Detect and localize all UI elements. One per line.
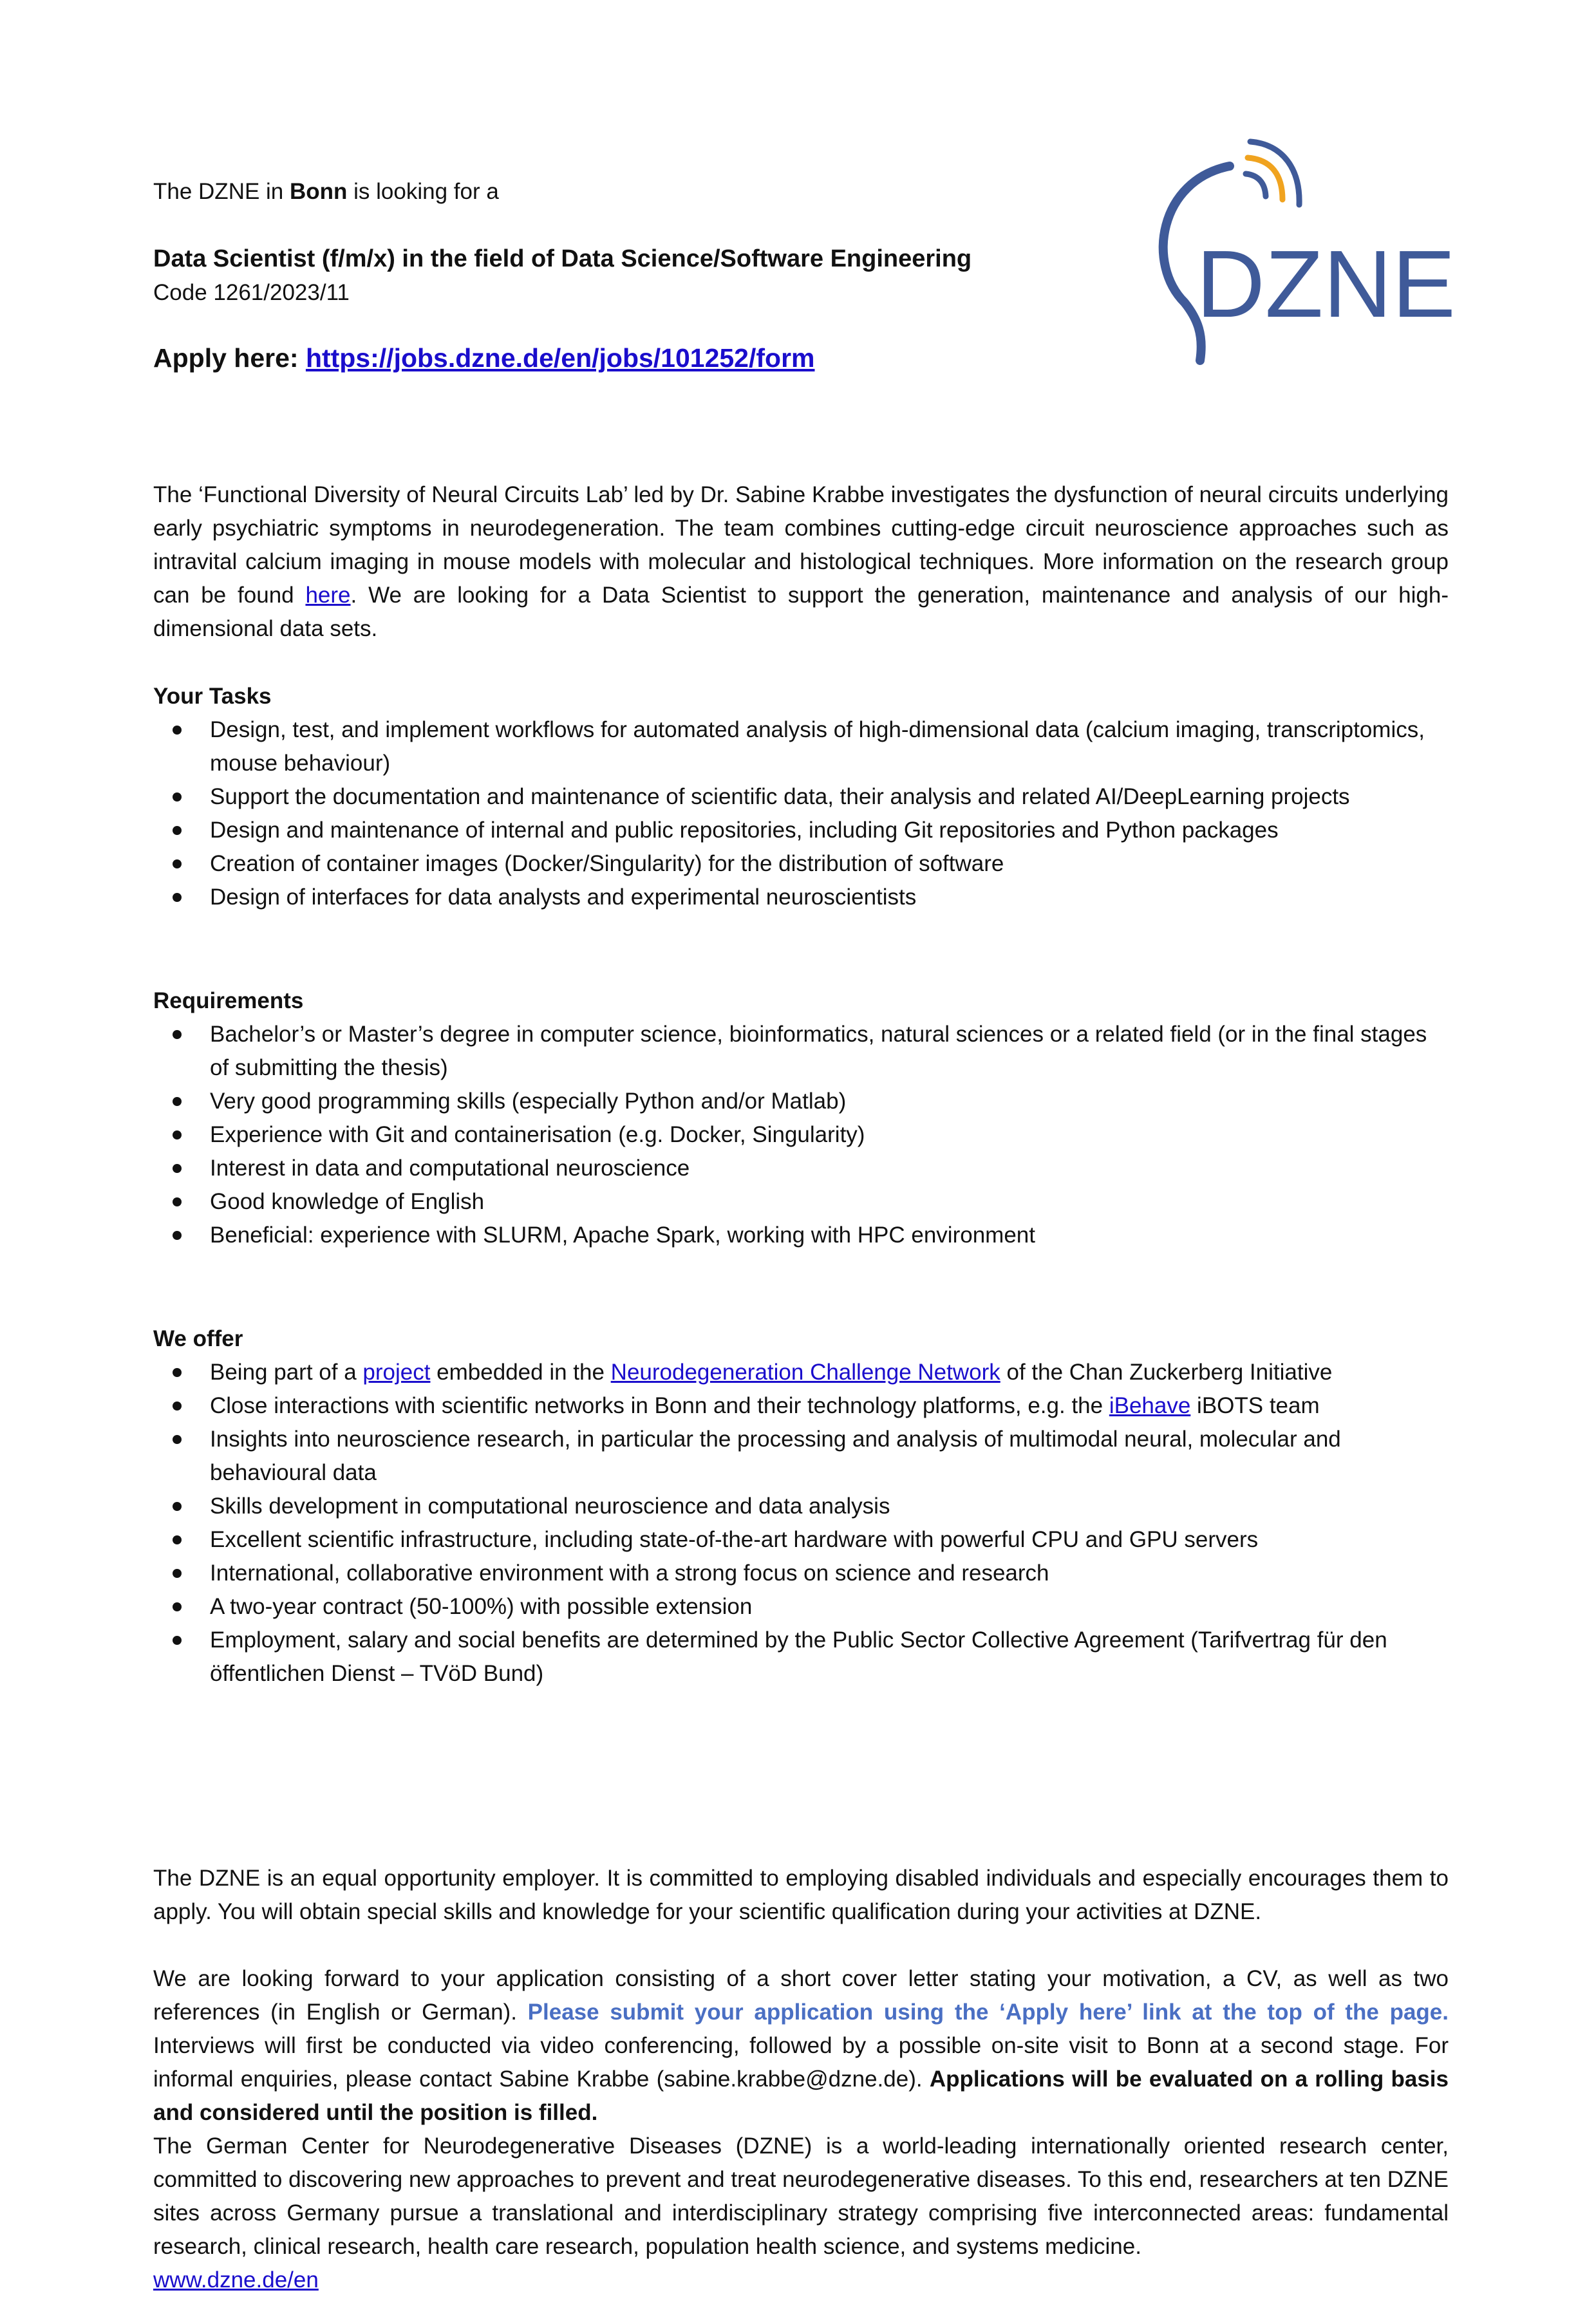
intro-text-1: The ‘Functional Diversity of Neural Circuits Lab’ led by Dr. Sabine Krabbe investigates the dysfunction of neural circuits underlying early psychiatric symptoms in neurodegeneration. The team combines cutting-edge circuit neuroscience approaches such as intravital calcium imaging in mouse models with molecular and histological techniques. More information on the research group can be found — [153, 482, 1449, 608]
bullet-icon — [173, 1435, 182, 1444]
bullet-icon — [173, 1636, 182, 1645]
bullet-icon — [173, 1164, 182, 1173]
list-item-text: Creation of container images (Docker/Singularity) for the distribution of software — [210, 851, 1004, 876]
offer-section — [153, 1322, 1449, 1691]
application-text-1: We are looking forward to your application consisting of a short cover letter stating your motivation, a CV, as well as two references (in English or German). — [153, 1966, 1449, 2025]
job-code: Code 1261/2023/11 — [153, 280, 350, 305]
intro-prefix: The DZNE in — [153, 179, 290, 204]
list-item — [153, 1185, 1449, 1219]
about-paragraph — [153, 2130, 1449, 2297]
list-item — [153, 1018, 1449, 1085]
bullet-icon — [173, 1535, 182, 1544]
list-item — [153, 1219, 1449, 1252]
list-item-text: Experience with Git and containerisation (e.g. Docker, Singularity) — [210, 1122, 865, 1147]
bullet-icon — [173, 1197, 182, 1206]
list-item-text: International, collaborative environment with a strong focus on science and research — [210, 1561, 1049, 1586]
bullet-icon — [173, 1130, 182, 1139]
list-item-text: Skills development in computational neuroscience and data analysis — [210, 1494, 890, 1519]
requirements-section — [153, 984, 1449, 1252]
job-title: Data Scientist (f/m/x) in the field of Data Science/Software Engineering — [153, 245, 972, 272]
dzne-logo — [1133, 135, 1461, 380]
bullet-icon — [173, 1231, 182, 1240]
list-item-text: Being part of a — [210, 1360, 363, 1385]
apply-label: Apply here: — [153, 343, 306, 373]
list-item-text: Close interactions with scientific networks in Bonn and their technology platforms, e.g. the — [210, 1393, 1109, 1418]
requirements-heading: Requirements — [153, 988, 304, 1013]
tasks-heading: Your Tasks — [153, 684, 272, 709]
list-item-text: Design of interfaces for data analysts and experimental neuroscientists — [210, 885, 917, 910]
list-item-text: of the Chan Zuckerberg Initiative — [1000, 1360, 1333, 1385]
intro-text-2: . We are looking for a Data Scientist to support the generation, maintenance and analysis of our high-dimensional data sets. — [153, 583, 1449, 641]
bullet-icon — [173, 726, 182, 735]
list-item-text: Good knowledge of English — [210, 1189, 485, 1214]
list-item-text: Beneficial: experience with SLURM, Apache Spark, working with HPC environment — [210, 1223, 1035, 1248]
bullet-icon — [173, 1569, 182, 1578]
project-link[interactable]: project — [362, 1360, 431, 1385]
bullet-icon — [173, 1502, 182, 1511]
list-item — [153, 1423, 1449, 1490]
bullet-icon — [173, 859, 182, 868]
offer-heading: We offer — [153, 1326, 243, 1351]
list-item-text: Design, test, and implement workflows for automated analysis of high-dimensional data (calcium imaging, transcriptomics, mouse behaviour) — [210, 717, 1425, 776]
intro-paragraph — [153, 478, 1449, 646]
list-item-text: Interest in data and computational neuroscience — [210, 1156, 690, 1181]
list-item — [153, 1490, 1449, 1523]
list-item — [153, 881, 1449, 914]
list-item — [153, 1389, 1449, 1423]
list-item — [153, 780, 1449, 814]
list-item-text: Insights into neuroscience research, in particular the processing and analysis of multimodal neural, molecular and behavioural data — [210, 1427, 1341, 1485]
apply-link[interactable]: https://jobs.dzne.de/en/jobs/101252/form — [305, 343, 815, 373]
apply-line — [153, 340, 815, 376]
equal-opportunity-paragraph: The DZNE is an equal opportunity employer. It is committed to employing disabled individuals and especially encourages them to apply. You will obtain special skills and knowledge for your scientific qualification during your activities at DZNE. — [153, 1866, 1449, 1924]
dzne-website-link[interactable]: www.dzne.de/en — [153, 2267, 319, 2292]
list-item — [153, 1557, 1449, 1590]
list-item-text: Design and maintenance of internal and public repositories, including Git repositories and Python packages — [210, 818, 1279, 843]
intro-line — [153, 175, 499, 209]
list-item — [153, 814, 1449, 847]
application-highlight: Please submit your application using the ‘Apply here’ link at the top of the page. — [527, 2000, 1449, 2025]
intro-suffix: is looking for a — [347, 179, 499, 204]
list-item-text: Employment, salary and social benefits are determined by the Public Sector Collective Agreement (Tarifvertrag für den öffentlichen Dienst – TVöD Bund) — [210, 1627, 1387, 1686]
research-group-link[interactable]: here — [305, 583, 351, 608]
tasks-list — [153, 713, 1449, 914]
about-text: The German Center for Neurodegenerative Diseases (DZNE) is a world-leading internationally oriented research center, committed to discovering new approaches to prevent and treat neurodegenerative diseases. To this end, researchers at ten DZNE sites across Germany pursue a translational and interdisciplinary strategy comprising five interconnected areas: fundamental research, clinical research, health care research, population health science, and systems medicine. — [153, 2133, 1449, 2259]
list-item-text: Support the documentation and maintenance of scientific data, their analysis and related AI/DeepLearning projects — [210, 784, 1350, 809]
list-item — [153, 1590, 1449, 1624]
requirements-list — [153, 1018, 1449, 1252]
bullet-icon — [173, 1030, 182, 1039]
bullet-icon — [173, 826, 182, 835]
application-bold-end: Applications will be evaluated on a rolling basis and considered until the position is filled. — [153, 2067, 1449, 2125]
list-item-text: iBOTS team — [1190, 1393, 1320, 1418]
bullet-icon — [173, 1602, 182, 1611]
application-paragraph — [153, 1962, 1449, 2130]
ndcn-link[interactable]: Neurodegeneration Challenge Network — [610, 1360, 1000, 1385]
bullet-icon — [173, 792, 182, 802]
list-item — [153, 1152, 1449, 1185]
signal-arc-inner-icon — [1246, 174, 1266, 196]
list-item-text: A two-year contract (50-100%) with possible extension — [210, 1594, 753, 1619]
list-item-text: Excellent scientific infrastructure, including state-of-the-art hardware with powerful CPU and GPU servers — [210, 1527, 1259, 1552]
bullet-icon — [173, 1097, 182, 1106]
list-item-text: Very good programming skills (especially Python and/or Matlab) — [210, 1089, 847, 1114]
tasks-section — [153, 680, 1449, 914]
list-item — [153, 1523, 1449, 1557]
list-item — [153, 847, 1449, 881]
intro-city: Bonn — [290, 179, 348, 204]
list-item — [153, 1085, 1449, 1118]
offer-list — [153, 1356, 1449, 1691]
list-item-text: embedded in the — [430, 1360, 611, 1385]
list-item-text: Bachelor’s or Master’s degree in computer science, bioinformatics, natural sciences or a related field (or in the final stages of submitting the thesis) — [210, 1022, 1427, 1080]
list-item — [153, 1118, 1449, 1152]
list-item — [153, 1624, 1449, 1691]
ibehave-link[interactable]: iBehave — [1109, 1393, 1191, 1418]
list-item — [153, 713, 1449, 780]
logo-text: DZNE — [1196, 231, 1456, 337]
application-text-2: Interviews will first be conducted via video conferencing, followed by a possible on-site visit to Bonn at a second stage. For informal enquiries, please contact Sabine Krabbe (sabine.krabbe@dzne.de). — [153, 2033, 1449, 2092]
bullet-icon — [173, 893, 182, 902]
bullet-icon — [173, 1402, 182, 1411]
dzne-logo-graphic — [1133, 135, 1461, 380]
bullet-icon — [173, 1368, 182, 1377]
list-item — [153, 1356, 1449, 1389]
